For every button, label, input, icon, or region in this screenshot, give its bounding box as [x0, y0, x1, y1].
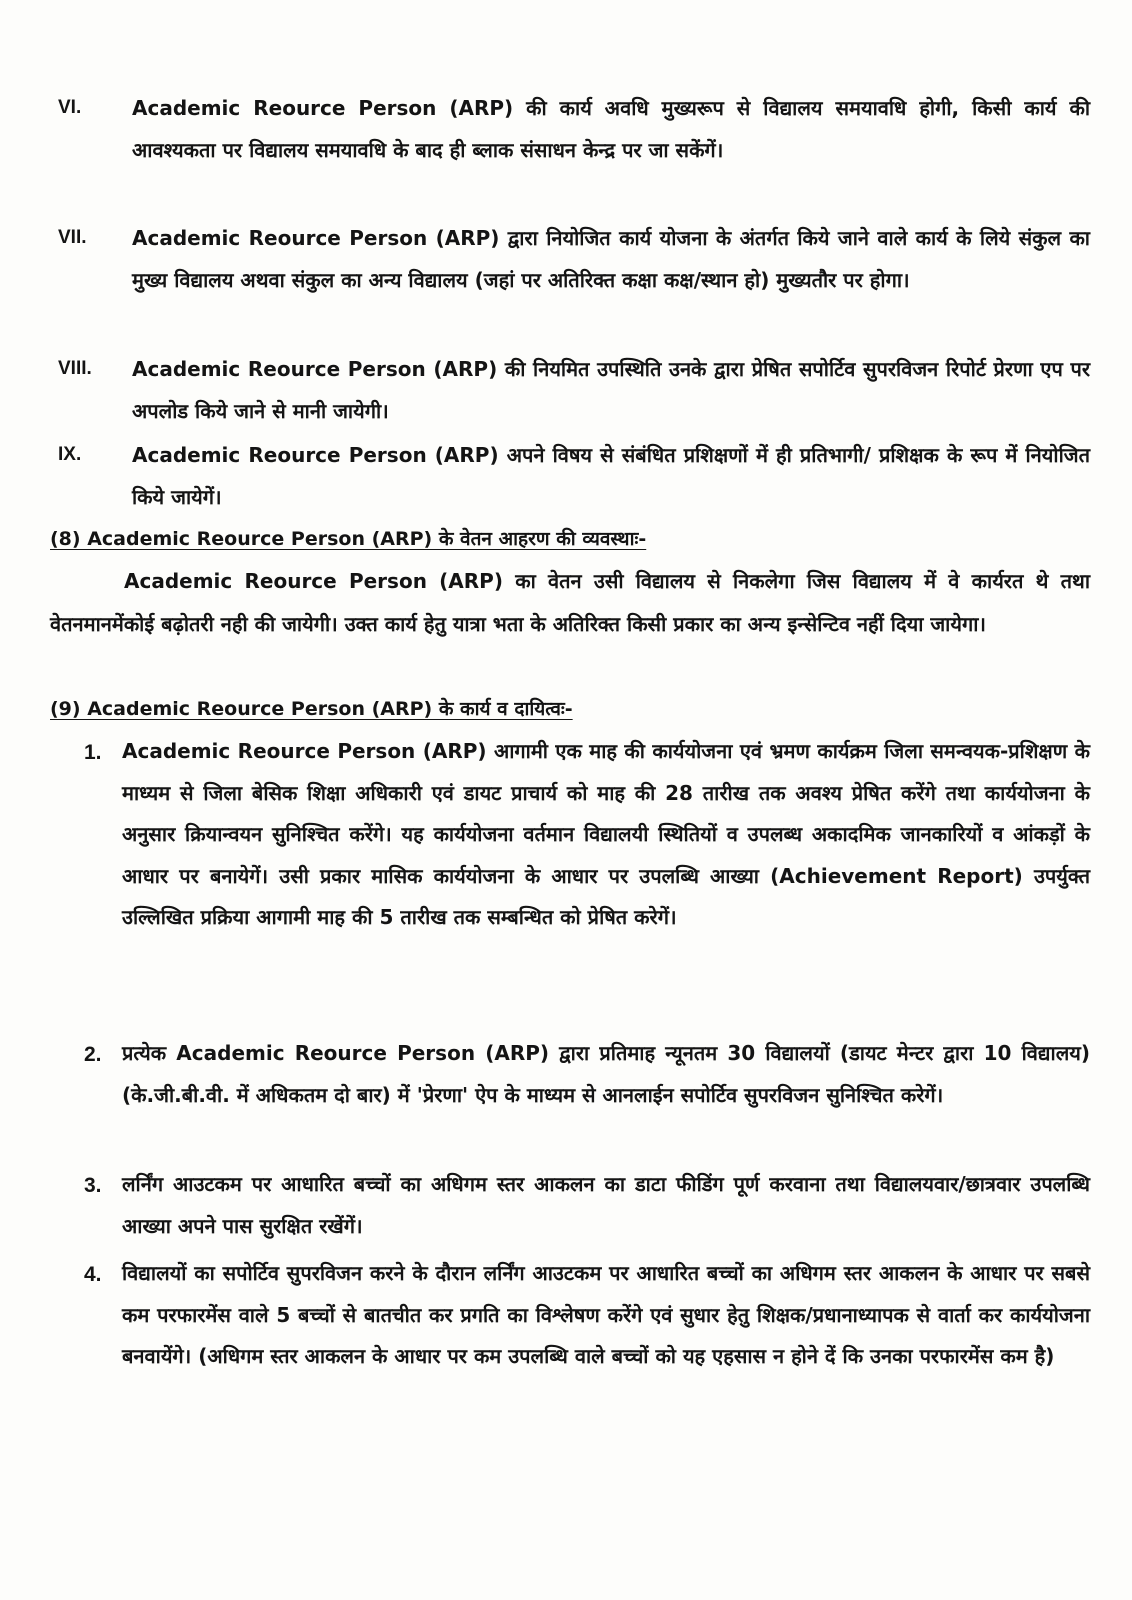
item-text: प्रत्येक Academic Reource Person (ARP) द्वारा प्रतिमाह न्यूनतम 30 विद्यालयों (डायट मेन्टर द्वारा 10 विद्यालय) (के.जी.बी.वी. में अधिकतम दो बार) में 'प्रेरणा' ऐप के माध्यम से आनलाईन सपोर्टिव सुपरविजन सुनिश्चित करेगें।: [122, 1041, 1090, 1107]
item-text: Academic Reource Person (ARP) द्वारा नियोजित कार्य योजना के अंतर्गत किये जाने वाले कार्य के लिये संकुल का मुख्य विद्यालय अथवा संकुल का अन्य विद्यालय (जहां पर अतिरिक्त कक्षा कक्ष/स्थान हो) मुख्यतौर पर होगा।: [132, 226, 1090, 292]
list-item-2: [84, 1042, 1090, 1116]
item-text: Academic Reource Person (ARP) की नियमित उपस्थिति उनके द्वारा प्रेषित सपोर्टिव सुपरविजन रिपोर्ट प्रेरणा एप पर अपलोड किये जाने से मानी जायेगी।: [132, 357, 1090, 423]
section-8-heading: (8) Academic Reource Person (ARP) के वेतन आहरण की व्यवस्थाः-: [50, 528, 647, 550]
item-text: Academic Reource Person (ARP) अपने विषय से संबंधित प्रशिक्षणों में ही प्रतिभागी/ प्रशिक्षक के रूप में नियोजित किये जायेगें।: [132, 443, 1090, 509]
list-item-vi: [50, 95, 1090, 171]
list-item-vii: [50, 225, 1090, 301]
item-number: 1.: [84, 741, 102, 764]
item-number: VI.: [58, 97, 82, 118]
list-item-3: [84, 1173, 1090, 1247]
item-number: IX.: [58, 444, 82, 465]
item-text: लर्निंग आउटकम पर आधारित बच्चों का अधिगम स्तर आकलन का डाटा फीडिंग पूर्ण करवाना तथा विद्यालयवार/छात्रवार उपलब्धि आख्या अपने पास सुरक्षित रखेंगें।: [122, 1172, 1090, 1238]
section-9-heading: (9) Academic Reource Person (ARP) के कार्य व दायित्वः-: [50, 698, 573, 720]
item-text: Academic Reource Person (ARP) की कार्य अवधि मुख्यरूप से विद्यालय समयावधि होगी, किसी कार्य की आवश्यकता पर विद्यालय समयावधि के बाद ही ब्लाक संसाधन केन्द्र पर जा सकेंगें।: [132, 96, 1090, 162]
item-number: 2.: [84, 1043, 102, 1066]
section-8-paragraph: Academic Reource Person (ARP) का वेतन उसी विद्यालय से निकलेगा जिस विद्यालय में वे कार्यरत थे तथा वेतनमानमेंकोई बढ़ोतरी नही की जायेगी। उक्त कार्य हेतु यात्रा भता के अतिरिक्त किसी प्रकार का अन्य इन्सेन्टिव नहीं दिया जायेगा।: [50, 569, 1090, 636]
item-number: 4.: [84, 1263, 102, 1286]
item-text: Academic Reource Person (ARP) आगामी एक माह की कार्ययोजना एवं भ्रमण कार्यक्रम जिला समन्वयक-प्रशिक्षण के माध्यम से जिला बेसिक शिक्षा अधिकारी एवं डायट प्राचार्य को माह की 28 तारीख तक अवश्य प्रेषित करेंगे तथा कार्ययोजना के अनुसार क्रियान्वयन सुनिश्चित करेंगे। यह कार्ययोजना वर्तमान विद्यालयी स्थितियों व उपलब्ध अकादमिक जानकारियों व आंकड़ों के आधार पर बनायेगें। उसी प्रकार मासिक कार्ययोजना के आधार पर उपलब्धि आख्या (Achievement Report) उपर्युक्त उल्लिखित प्रक्रिया आगामी माह की 5 तारीख तक सम्बन्धित को प्रेषित करेगें।: [122, 739, 1090, 929]
list-item-4: [84, 1262, 1090, 1378]
list-item-1: [84, 740, 1090, 939]
item-number: VII.: [58, 227, 87, 248]
item-text: विद्यालयों का सपोर्टिव सुपरविजन करने के दौरान लर्निंग आउटकम पर आधारित बच्चों का अधिगम स्तर आकलन के आधार पर सबसे कम परफारमेंस वाले 5 बच्चों से बातचीत कर प्रगति का विश्लेषण करेंगे एवं सुधार हेतु शिक्षक/प्रधानाध्यापक से वार्ता कर कार्ययोजना बनवायेंगे। (अधिगम स्तर आकलन के आधार पर कम उपलब्धि वाले बच्चों को यह एहसास न होने दें कि उनका परफारमेंस कम है): [122, 1261, 1090, 1368]
list-item-ix: [50, 442, 1090, 518]
list-item-viii: [50, 356, 1090, 432]
item-number: 3.: [84, 1174, 102, 1197]
item-number: VIII.: [58, 358, 92, 379]
